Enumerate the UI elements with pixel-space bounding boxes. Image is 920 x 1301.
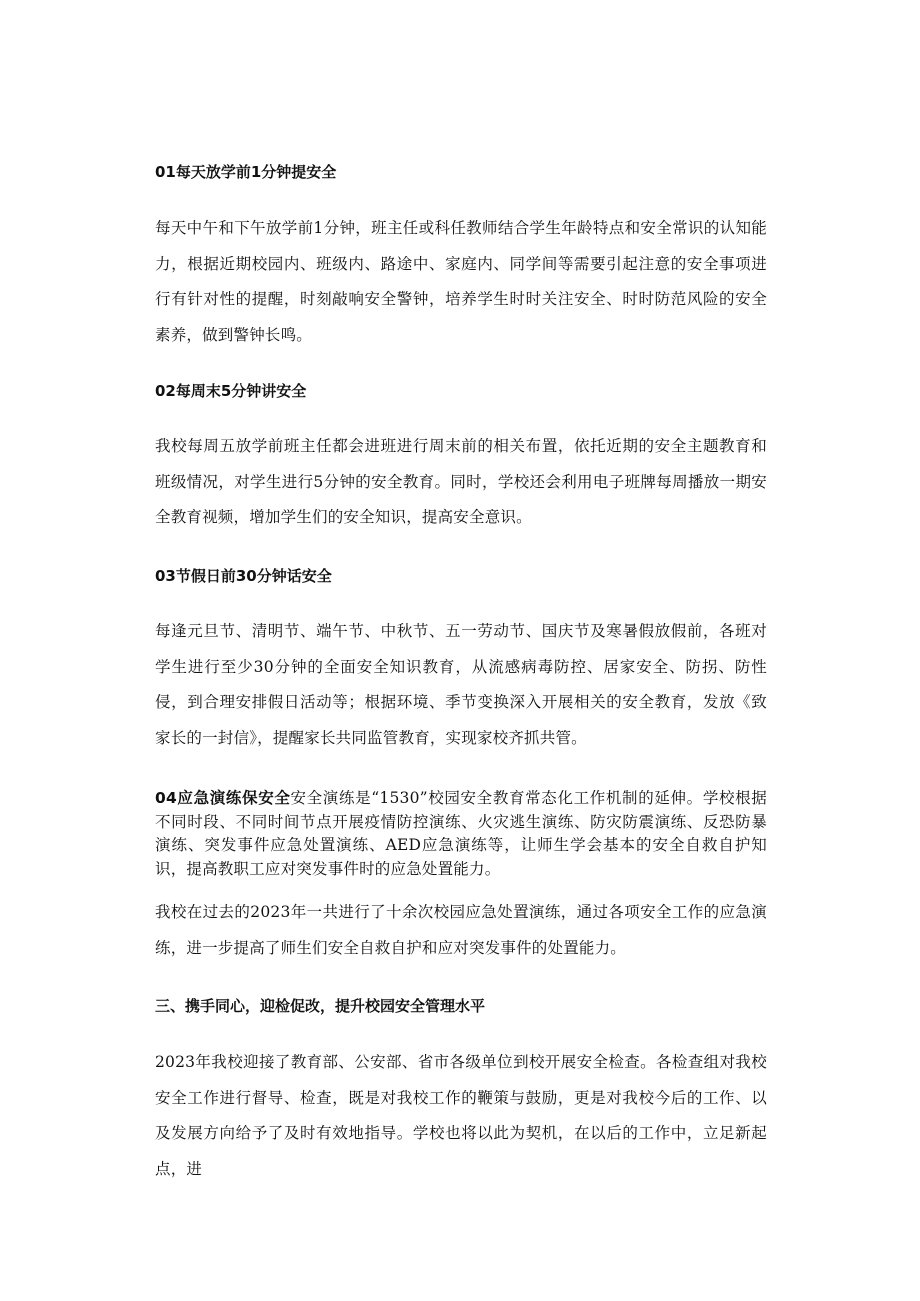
section-heading-three: 三、携手同心，迎检促改，提升校园安全管理水平 (155, 997, 486, 1015)
section-heading-04: 04应急演练保安全 (155, 789, 291, 807)
section-heading-01: 01每天放学前1分钟提安全 (155, 163, 337, 181)
section-body-three: 2023年我校迎接了教育部、公安部、省市各级单位到校开展安全检查。各检查组对我校安全工作进行督导、检查，既是对我校工作的鞭策与鼓励，更是对我校今后的工作、以及发展方向给予了及时有效地指导。学校也将以此为契机，在以后的工作中，立足新起点，进 (155, 1053, 767, 1178)
section-block-04 (155, 787, 767, 881)
section-body-03: 每逢元旦节、清明节、端午节、中秋节、五一劳动节、国庆节及寒暑假放假前，各班对学生进行至少30分钟的全面安全知识教育，从流感病毒防控、居家安全、防拐、防性侵，到合理安排假日活动等；根据环境、季节变换深入开展相关的安全教育，发放《致家长的一封信》，提醒家长共同监管教育，实现家校齐抓共管。 (155, 622, 767, 747)
section-body-02: 我校每周五放学前班主任都会进班进行周末前的相关布置，依托近期的安全主题教育和班级情况，对学生进行5分钟的安全教育。同时，学校还会利用电子班牌每周播放一期安全教育视频，增加学生们的安全知识，提高安全意识。 (155, 437, 767, 526)
section-body-01: 每天中午和下午放学前1分钟，班主任或科任教师结合学生年龄特点和安全常识的认知能力，根据近期校园内、班级内、路途中、家庭内、同学间等需要引起注意的安全事项进行有针对性的提醒，时刻敲响安全警钟，培养学生时时关注安全、时时防范风险的安全素养，做到警钟长鸣。 (155, 219, 767, 344)
section-heading-03: 03节假日前30分钟话安全 (155, 567, 332, 585)
section-heading-02: 02每周末5分钟讲安全 (155, 382, 307, 400)
section-body-04-summary: 我校在过去的2023年一共进行了十余次校园应急处置演练，通过各项安全工作的应急演练，进一步提高了师生们安全自救自护和应对突发事件的处置能力。 (155, 903, 767, 957)
section-body-04: 安全演练是“1530”校园安全教育常态化工作机制的延伸。学校根据不同时段、不同时间节点开展疫情防控演练、火灾逃生演练、防灾防震演练、反恐防暴演练、突发事件应急处置演练、AED应急演练等，让师生学会基本的安全自救自护知识，提高教职工应对突发事件时的应急处置能力。 (155, 789, 767, 878)
